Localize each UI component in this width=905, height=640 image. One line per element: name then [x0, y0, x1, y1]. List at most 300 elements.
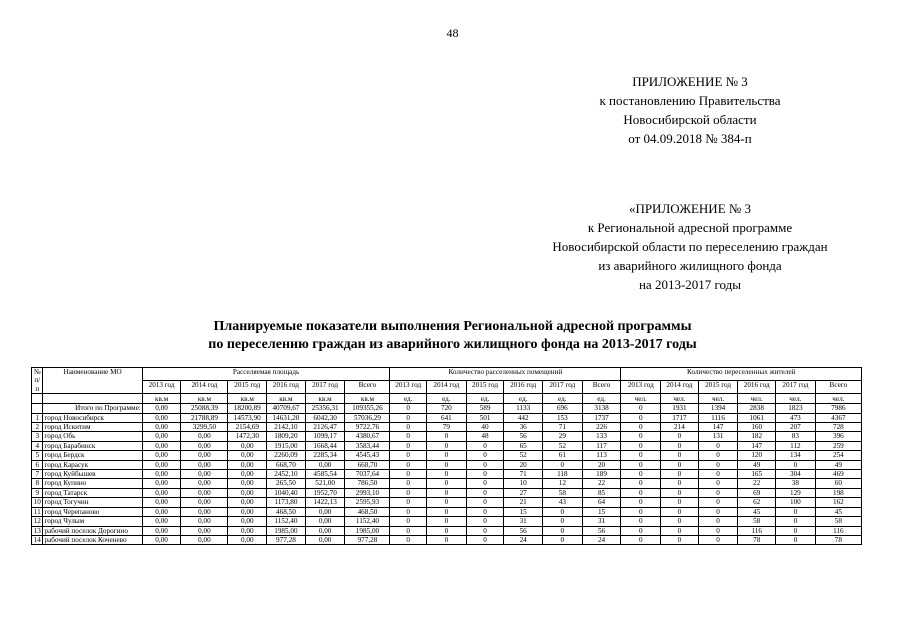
appendix-header-line: Новосибирской области	[623, 112, 757, 127]
unit-cell: кв.м	[181, 394, 228, 404]
cell-rooms: 10	[504, 479, 543, 488]
cell-rooms: 0	[427, 507, 467, 516]
cell-rooms: 501	[466, 413, 504, 422]
appendix-header	[540, 72, 840, 148]
cell-rooms: 0	[390, 413, 427, 422]
cell-people: 473	[776, 413, 816, 422]
cell-rooms: 226	[582, 423, 621, 432]
header-rooms-group: Количество расселенных помещений	[390, 368, 621, 381]
cell-area: 18200,89	[228, 404, 267, 413]
header-year-rooms: Всего	[582, 381, 621, 394]
cell-area: 521,00	[305, 479, 345, 488]
cell-rooms: 40	[466, 423, 504, 432]
cell-people: 0	[661, 479, 699, 488]
cell-people: 254	[815, 451, 861, 460]
cell-people: 0	[661, 526, 699, 535]
cell-area: 57036,29	[345, 413, 390, 422]
row-number: 13	[32, 526, 43, 535]
row-municipality: город Черепаново	[43, 507, 142, 516]
cell-area: 668,70	[345, 460, 390, 469]
cell-area: 6042,30	[305, 413, 345, 422]
table-row	[32, 441, 862, 450]
row-municipality: город Обь	[43, 432, 142, 441]
cell-people: 60	[815, 479, 861, 488]
cell-area: 1472,30	[228, 432, 267, 441]
cell-area: 0,00	[181, 441, 228, 450]
table-row	[32, 432, 862, 441]
appendix-program	[540, 199, 840, 294]
cell-area: 1915,00	[267, 441, 306, 450]
appendix-program-line: к Региональной адресной программе	[587, 220, 793, 235]
unit-cell: ед.	[390, 394, 427, 404]
header-year-area: 2014 год	[181, 381, 228, 394]
appendix-program-line: из аварийного жилищного фонда	[598, 258, 782, 273]
appendix-program-line: Новосибирской области по переселению граждан	[552, 239, 828, 254]
cell-people: 0	[698, 507, 738, 516]
unit-cell: ед.	[542, 394, 582, 404]
cell-people: 0	[698, 526, 738, 535]
row-municipality: рабочий поселок Дорогино	[43, 526, 142, 535]
cell-area: 4380,67	[345, 432, 390, 441]
cell-rooms: 71	[504, 470, 543, 479]
appendix-program-line: «ПРИЛОЖЕНИЕ № 3	[628, 201, 752, 216]
cell-people: 0	[661, 535, 699, 544]
cell-rooms: 189	[582, 470, 621, 479]
cell-rooms: 0	[390, 460, 427, 469]
cell-rooms: 52	[504, 451, 543, 460]
cell-rooms: 641	[427, 413, 467, 422]
cell-people: 0	[661, 432, 699, 441]
cell-people: 1061	[738, 413, 776, 422]
cell-rooms: 696	[542, 404, 582, 413]
header-municipality: Наименование МО	[43, 368, 142, 394]
cell-rooms: 720	[427, 404, 467, 413]
cell-area: 0,00	[142, 413, 181, 422]
cell-rooms: 71	[542, 423, 582, 432]
cell-area: 2285,34	[305, 451, 345, 460]
header-year-people: 2013 год	[621, 381, 661, 394]
row-number: 4	[32, 441, 43, 450]
cell-people: 116	[815, 526, 861, 535]
header-people-group: Количество переселенных жителей	[621, 368, 862, 381]
row-municipality: город Карасук	[43, 460, 142, 469]
cell-people: 1394	[698, 404, 738, 413]
cell-rooms: 0	[542, 526, 582, 535]
row-municipality: рабочий поселок Коченево	[43, 535, 142, 544]
cell-rooms: 24	[504, 535, 543, 544]
cell-people: 162	[815, 498, 861, 507]
header-year-rooms: 2017 год	[542, 381, 582, 394]
unit-cell: ед.	[466, 394, 504, 404]
cell-area: 0,00	[142, 423, 181, 432]
unit-cell: кв.м	[228, 394, 267, 404]
table-row	[32, 498, 862, 507]
cell-area: 0,00	[228, 535, 267, 544]
cell-people: 0	[661, 488, 699, 497]
header-number: № п/п	[32, 368, 43, 394]
cell-area: 468,50	[267, 507, 306, 516]
unit-cell: ед.	[427, 394, 467, 404]
cell-area: 468,50	[345, 507, 390, 516]
cell-area: 0,00	[181, 526, 228, 535]
table-row	[32, 451, 862, 460]
cell-area: 0,00	[305, 507, 345, 516]
cell-rooms: 0	[390, 498, 427, 507]
cell-people: 0	[621, 413, 661, 422]
cell-rooms: 0	[466, 470, 504, 479]
cell-people: 0	[621, 488, 661, 497]
header-year-people: 2014 год	[661, 381, 699, 394]
cell-people: 0	[621, 535, 661, 544]
cell-area: 2142,10	[267, 423, 306, 432]
cell-area: 14573,90	[228, 413, 267, 422]
table-row	[32, 413, 862, 422]
cell-area: 0,00	[142, 441, 181, 450]
cell-area: 1040,40	[267, 488, 306, 497]
cell-area: 0,00	[181, 535, 228, 544]
cell-rooms: 48	[466, 432, 504, 441]
indicators-table	[31, 367, 862, 545]
cell-area: 25356,31	[305, 404, 345, 413]
cell-people: 0	[698, 479, 738, 488]
units-blank	[32, 394, 43, 404]
cell-people: 0	[661, 451, 699, 460]
cell-area: 1152,40	[267, 517, 306, 526]
cell-area: 0,00	[142, 451, 181, 460]
cell-people: 45	[815, 507, 861, 516]
cell-area: 0,00	[142, 432, 181, 441]
cell-area: 0,00	[142, 498, 181, 507]
cell-people: 0	[661, 460, 699, 469]
cell-people: 0	[621, 441, 661, 450]
cell-rooms: 0	[390, 423, 427, 432]
cell-area: 1422,13	[305, 498, 345, 507]
cell-people: 0	[621, 470, 661, 479]
table-row	[32, 404, 862, 413]
cell-people: 0	[776, 526, 816, 535]
row-municipality: город Тогучин	[43, 498, 142, 507]
row-municipality: город Чулым	[43, 517, 142, 526]
cell-area: 0,00	[142, 507, 181, 516]
cell-rooms: 0	[427, 517, 467, 526]
cell-rooms: 85	[582, 488, 621, 497]
cell-area: 0,00	[181, 507, 228, 516]
cell-area: 7037,64	[345, 470, 390, 479]
cell-area: 2993,10	[345, 488, 390, 497]
cell-rooms: 0	[542, 517, 582, 526]
cell-rooms: 0	[390, 441, 427, 450]
row-municipality: город Искитим	[43, 423, 142, 432]
cell-people: 165	[738, 470, 776, 479]
unit-cell: кв.м	[142, 394, 181, 404]
cell-area: 9722,76	[345, 423, 390, 432]
table-row	[32, 460, 862, 469]
unit-cell: чел.	[815, 394, 861, 404]
unit-cell: чел.	[621, 394, 661, 404]
cell-area: 0,00	[181, 432, 228, 441]
cell-people: 38	[776, 479, 816, 488]
cell-area: 0,00	[142, 479, 181, 488]
cell-people: 160	[738, 423, 776, 432]
cell-people: 0	[698, 535, 738, 544]
cell-rooms: 117	[582, 441, 621, 450]
cell-rooms: 43	[542, 498, 582, 507]
cell-rooms: 0	[427, 432, 467, 441]
row-number: 1	[32, 413, 43, 422]
cell-people: 147	[698, 423, 738, 432]
cell-area: 977,28	[345, 535, 390, 544]
header-year-area: 2015 год	[228, 381, 267, 394]
units-blank	[43, 394, 142, 404]
table-row	[32, 517, 862, 526]
cell-area: 2452,10	[267, 470, 306, 479]
cell-people: 4367	[815, 413, 861, 422]
cell-people: 0	[621, 479, 661, 488]
cell-rooms: 22	[582, 479, 621, 488]
cell-rooms: 0	[390, 517, 427, 526]
header-years-row	[32, 381, 862, 394]
cell-rooms: 0	[390, 488, 427, 497]
header-year-area: 2013 год	[142, 381, 181, 394]
cell-rooms: 442	[504, 413, 543, 422]
cell-people: 0	[621, 432, 661, 441]
cell-rooms: 0	[466, 441, 504, 450]
cell-people: 0	[776, 507, 816, 516]
cell-rooms: 12	[542, 479, 582, 488]
cell-area: 0,00	[305, 535, 345, 544]
cell-people: 182	[738, 432, 776, 441]
cell-people: 1931	[661, 404, 699, 413]
cell-rooms: 56	[504, 432, 543, 441]
cell-people: 0	[621, 451, 661, 460]
row-number: 9	[32, 488, 43, 497]
cell-people: 0	[698, 498, 738, 507]
cell-area: 0,00	[142, 517, 181, 526]
cell-area: 0,00	[142, 460, 181, 469]
cell-area: 0,00	[181, 451, 228, 460]
cell-area: 0,00	[228, 507, 267, 516]
cell-rooms: 0	[466, 460, 504, 469]
cell-rooms: 52	[542, 441, 582, 450]
table-row	[32, 507, 862, 516]
cell-people: 0	[661, 441, 699, 450]
row-municipality: город Бердск	[43, 451, 142, 460]
cell-people: 469	[815, 470, 861, 479]
cell-area: 0,00	[305, 526, 345, 535]
cell-people: 1717	[661, 413, 699, 422]
cell-people: 0	[698, 470, 738, 479]
row-number: 11	[32, 507, 43, 516]
cell-people: 58	[738, 517, 776, 526]
cell-rooms: 0	[466, 479, 504, 488]
page-number: 48	[446, 26, 459, 40]
cell-area: 0,00	[228, 441, 267, 450]
cell-rooms: 20	[504, 460, 543, 469]
row-number: 8	[32, 479, 43, 488]
cell-people: 0	[698, 441, 738, 450]
cell-rooms: 0	[390, 404, 427, 413]
cell-rooms: 0	[466, 488, 504, 497]
header-year-people: 2015 год	[698, 381, 738, 394]
cell-people: 134	[776, 451, 816, 460]
cell-rooms: 29	[542, 432, 582, 441]
cell-area: 0,00	[305, 517, 345, 526]
cell-people: 0	[621, 517, 661, 526]
unit-cell: кв.м	[267, 394, 306, 404]
cell-people: 0	[698, 517, 738, 526]
cell-people: 120	[738, 451, 776, 460]
cell-people: 1823	[776, 404, 816, 413]
cell-people: 69	[738, 488, 776, 497]
cell-rooms: 118	[542, 470, 582, 479]
cell-area: 1173,80	[267, 498, 306, 507]
cell-area: 1809,20	[267, 432, 306, 441]
cell-area: 1099,17	[305, 432, 345, 441]
row-municipality: город Барабинск	[43, 441, 142, 450]
cell-rooms: 61	[542, 451, 582, 460]
cell-people: 2838	[738, 404, 776, 413]
cell-area: 14631,20	[267, 413, 306, 422]
appendix-header-line: от 04.09.2018 № 384-п	[628, 131, 752, 146]
cell-people: 207	[776, 423, 816, 432]
header-year-people: 2017 год	[776, 381, 816, 394]
unit-cell: ед.	[504, 394, 543, 404]
header-year-rooms: 2013 год	[390, 381, 427, 394]
cell-area: 1985,00	[267, 526, 306, 535]
cell-area: 2154,69	[228, 423, 267, 432]
cell-area: 0,00	[142, 526, 181, 535]
cell-people: 1116	[698, 413, 738, 422]
cell-people: 78	[815, 535, 861, 544]
cell-people: 112	[776, 441, 816, 450]
cell-rooms: 0	[390, 507, 427, 516]
cell-people: 22	[738, 479, 776, 488]
row-municipality: Итого по Программе:	[43, 404, 142, 413]
cell-rooms: 0	[427, 460, 467, 469]
cell-area: 0,00	[181, 498, 228, 507]
cell-rooms: 0	[427, 535, 467, 544]
cell-area: 3583,44	[345, 441, 390, 450]
cell-rooms: 0	[542, 507, 582, 516]
cell-rooms: 0	[390, 470, 427, 479]
title-line-2: по переселению граждан из аварийного жилищного фонда на 2013-2017 годы	[208, 337, 697, 352]
cell-rooms: 0	[427, 498, 467, 507]
unit-cell: чел.	[698, 394, 738, 404]
cell-people: 147	[738, 441, 776, 450]
row-municipality: город Купино	[43, 479, 142, 488]
cell-rooms: 15	[504, 507, 543, 516]
row-number: 10	[32, 498, 43, 507]
unit-cell: чел.	[776, 394, 816, 404]
row-number: 14	[32, 535, 43, 544]
cell-area: 0,00	[142, 470, 181, 479]
cell-rooms: 153	[542, 413, 582, 422]
cell-people: 304	[776, 470, 816, 479]
cell-rooms: 0	[427, 526, 467, 535]
cell-area: 1152,40	[345, 517, 390, 526]
cell-rooms: 15	[582, 507, 621, 516]
table-row	[32, 423, 862, 432]
cell-rooms: 0	[466, 498, 504, 507]
row-municipality: город Куйбышев	[43, 470, 142, 479]
document-title	[0, 318, 905, 354]
row-number	[32, 404, 43, 413]
cell-rooms: 0	[427, 470, 467, 479]
table-row	[32, 479, 862, 488]
cell-area: 4545,43	[345, 451, 390, 460]
cell-people: 0	[776, 535, 816, 544]
cell-people: 0	[661, 498, 699, 507]
cell-area: 0,00	[228, 451, 267, 460]
cell-rooms: 589	[466, 404, 504, 413]
cell-rooms: 58	[542, 488, 582, 497]
cell-people: 0	[621, 423, 661, 432]
cell-people: 396	[815, 432, 861, 441]
cell-rooms: 0	[427, 441, 467, 450]
cell-rooms: 24	[582, 535, 621, 544]
cell-rooms: 0	[466, 451, 504, 460]
cell-area: 40709,67	[267, 404, 306, 413]
cell-area: 109355,26	[345, 404, 390, 413]
cell-area: 977,28	[267, 535, 306, 544]
row-number: 7	[32, 470, 43, 479]
cell-rooms: 3138	[582, 404, 621, 413]
cell-rooms: 0	[427, 451, 467, 460]
cell-rooms: 0	[466, 526, 504, 535]
cell-people: 0	[621, 526, 661, 535]
cell-area: 0,00	[181, 460, 228, 469]
cell-rooms: 27	[504, 488, 543, 497]
cell-people: 0	[661, 517, 699, 526]
appendix-header-line: к постановлению Правительства	[599, 93, 781, 108]
table-row	[32, 488, 862, 497]
cell-rooms: 56	[582, 526, 621, 535]
cell-rooms: 20	[582, 460, 621, 469]
cell-people: 0	[698, 451, 738, 460]
cell-rooms: 31	[504, 517, 543, 526]
cell-rooms: 113	[582, 451, 621, 460]
header-area-group: Расселяемая площадь	[142, 368, 390, 381]
cell-area: 2595,93	[345, 498, 390, 507]
cell-people: 58	[815, 517, 861, 526]
cell-area: 0,00	[142, 404, 181, 413]
cell-rooms: 0	[542, 535, 582, 544]
cell-people: 129	[776, 488, 816, 497]
cell-area: 2126,47	[305, 423, 345, 432]
appendix-program-line: на 2013-2017 годы	[638, 277, 742, 292]
cell-area: 265,50	[267, 479, 306, 488]
cell-rooms: 0	[542, 460, 582, 469]
header-year-people: 2016 год	[738, 381, 776, 394]
row-number: 2	[32, 423, 43, 432]
cell-people: 7986	[815, 404, 861, 413]
cell-people: 45	[738, 507, 776, 516]
cell-area: 0,00	[142, 535, 181, 544]
cell-rooms: 133	[582, 432, 621, 441]
row-number: 6	[32, 460, 43, 469]
cell-people: 259	[815, 441, 861, 450]
cell-area: 4585,54	[305, 470, 345, 479]
header-year-area: 2016 год	[267, 381, 306, 394]
cell-people: 0	[776, 460, 816, 469]
cell-rooms: 31	[582, 517, 621, 526]
unit-cell: кв.м	[345, 394, 390, 404]
table-row	[32, 535, 862, 544]
cell-area: 3299,50	[181, 423, 228, 432]
cell-area: 1952,70	[305, 488, 345, 497]
cell-area: 0,00	[228, 498, 267, 507]
cell-people: 131	[698, 432, 738, 441]
